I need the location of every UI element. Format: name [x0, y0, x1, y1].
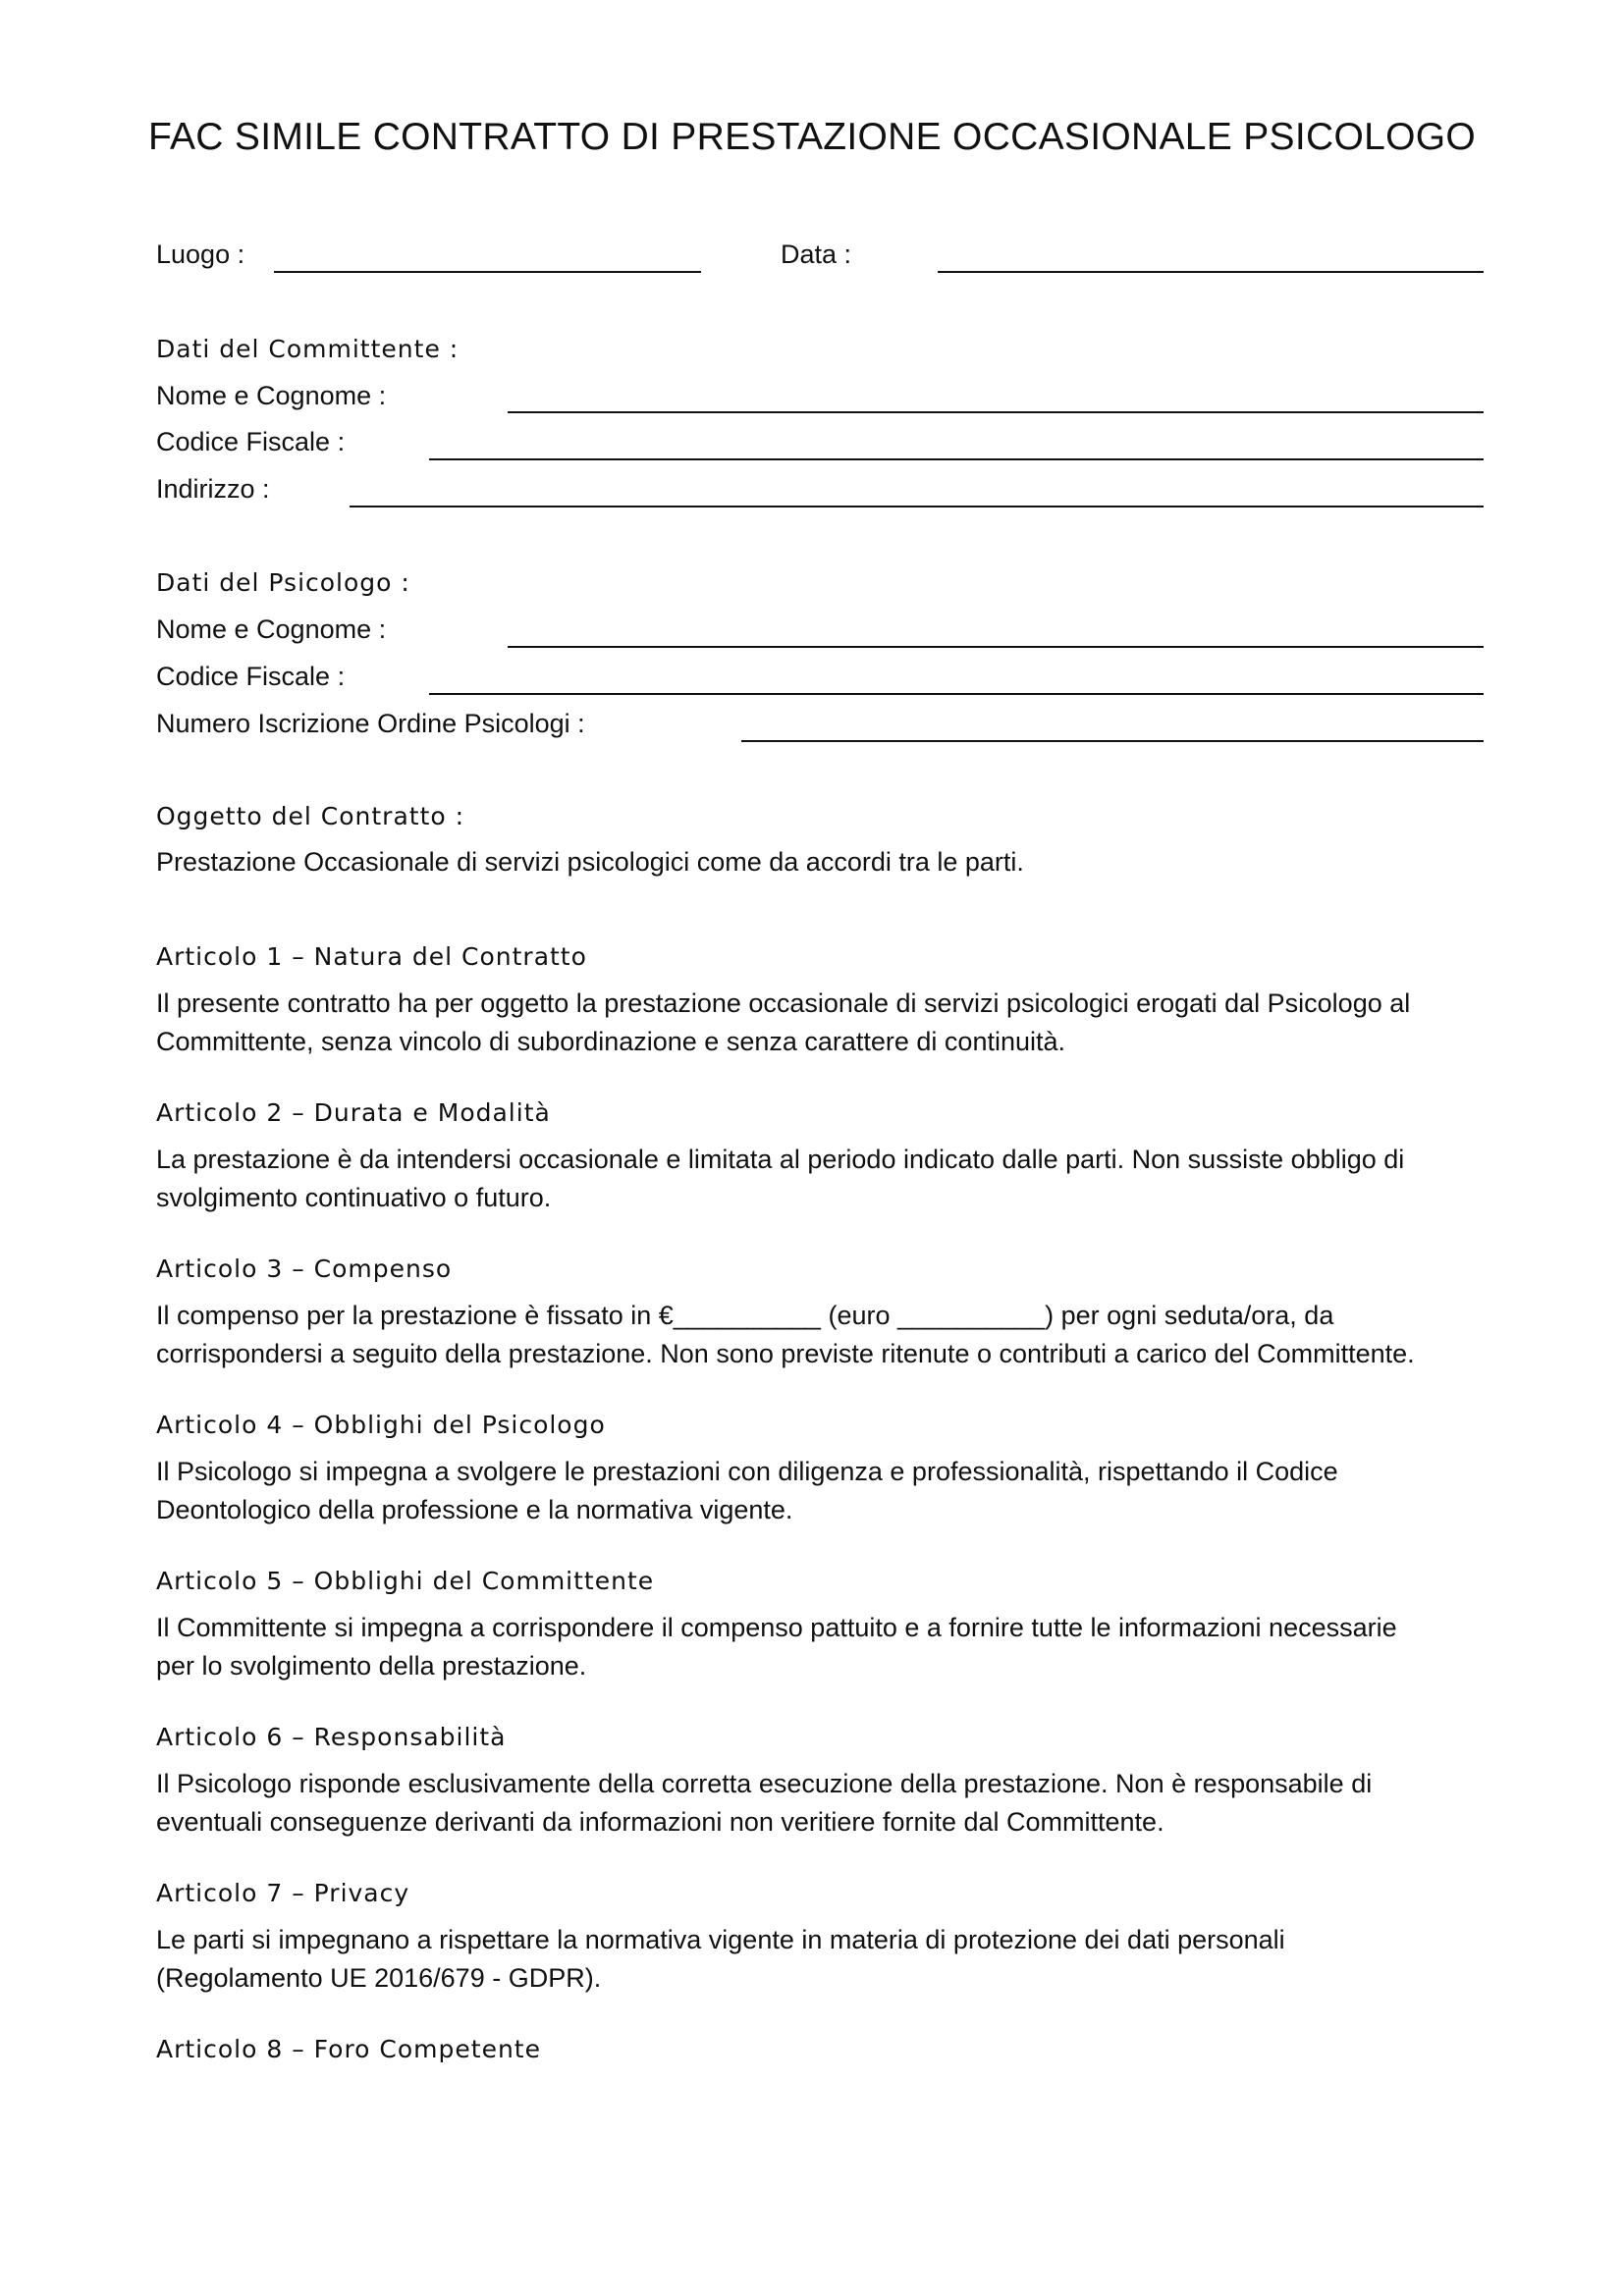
psicologo-heading: Dati del Psicologo :: [156, 568, 410, 597]
article-3-heading: Articolo 3 – Compenso: [156, 1255, 453, 1283]
psicologo-cf-field[interactable]: [429, 693, 1484, 695]
article-1-heading: Articolo 1 – Natura del Contratto: [156, 942, 587, 971]
psicologo-cf-label: Codice Fiscale :: [156, 662, 346, 691]
psicologo-iscrizione-field[interactable]: [741, 740, 1484, 742]
article-4-line-1: Il Psicologo si impegna a svolgere le prestazioni con diligenza e professionalità, rispettando il Codice: [156, 1457, 1338, 1486]
luogo-field[interactable]: [274, 271, 701, 273]
article-3-line-2: corrispondersi a seguito della prestazione. Non sono previste ritenute o contributi a carico del Committente.: [156, 1339, 1415, 1368]
article-7-line-1: Le parti si impegnano a rispettare la normativa vigente in materia di protezione dei dati personali: [156, 1925, 1285, 1954]
article-5-line-1: Il Committente si impegna a corrispondere il compenso pattuito e a fornire tutte le informazioni necessarie: [156, 1613, 1397, 1642]
committente-cf-label: Codice Fiscale :: [156, 427, 346, 456]
article-7-line-2: (Regolamento UE 2016/679 - GDPR).: [156, 1963, 602, 1993]
committente-nome-field[interactable]: [508, 411, 1484, 413]
article-5-line-2: per lo svolgimento della prestazione.: [156, 1651, 587, 1681]
psicologo-nome-field[interactable]: [508, 646, 1484, 648]
committente-cf-field[interactable]: [429, 458, 1484, 460]
committente-heading: Dati del Committente :: [156, 335, 460, 363]
article-2-line-1: La prestazione è da intendersi occasionale e limitata al periodo indicato dalle parti. Non sussiste obbligo di: [156, 1145, 1405, 1174]
article-6-line-1: Il Psicologo risponde esclusivamente della corretta esecuzione della prestazione. Non è responsabile di: [156, 1769, 1373, 1798]
luogo-label: Luogo :: [156, 240, 245, 269]
article-4-heading: Articolo 4 – Obblighi del Psicologo: [156, 1411, 606, 1439]
psicologo-nome-label: Nome e Cognome :: [156, 614, 387, 644]
psicologo-iscrizione-label: Numero Iscrizione Ordine Psicologi :: [156, 709, 585, 738]
article-2-heading: Articolo 2 – Durata e Modalità: [156, 1098, 551, 1127]
data-field[interactable]: [938, 271, 1484, 273]
data-label: Data :: [781, 240, 852, 269]
article-1-line-1: Il presente contratto ha per oggetto la prestazione occasionale di servizi psicologici erogati dal Psicologo al: [156, 988, 1411, 1018]
article-8-heading: Articolo 8 – Foro Competente: [156, 2035, 541, 2063]
article-1-line-2: Committente, senza vincolo di subordinazione e senza carattere di continuità.: [156, 1027, 1066, 1056]
article-4-line-2: Deontologico della professione e la normativa vigente.: [156, 1495, 793, 1524]
article-6-line-2: eventuali conseguenze derivanti da informazioni non veritiere fornite dal Committente.: [156, 1807, 1164, 1837]
document-title: FAC SIMILE CONTRATTO DI PRESTAZIONE OCCASIONALE PSICOLOGO: [148, 116, 1476, 158]
committente-indirizzo-field[interactable]: [350, 506, 1484, 507]
article-5-heading: Articolo 5 – Obblighi del Committente: [156, 1567, 655, 1595]
committente-nome-label: Nome e Cognome :: [156, 381, 387, 410]
article-3-line-1: Il compenso per la prestazione è fissato in €__________ (euro __________) per ogni seduta/ora, da: [156, 1301, 1334, 1330]
article-2-line-2: svolgimento continuativo o futuro.: [156, 1183, 552, 1212]
oggetto-text: Prestazione Occasionale di servizi psicologici come da accordi tra le parti.: [156, 847, 1024, 877]
oggetto-heading: Oggetto del Contratto :: [156, 802, 465, 830]
committente-indirizzo-label: Indirizzo :: [156, 474, 270, 504]
article-7-heading: Articolo 7 – Privacy: [156, 1879, 410, 1907]
article-6-heading: Articolo 6 – Responsabilità: [156, 1723, 507, 1751]
